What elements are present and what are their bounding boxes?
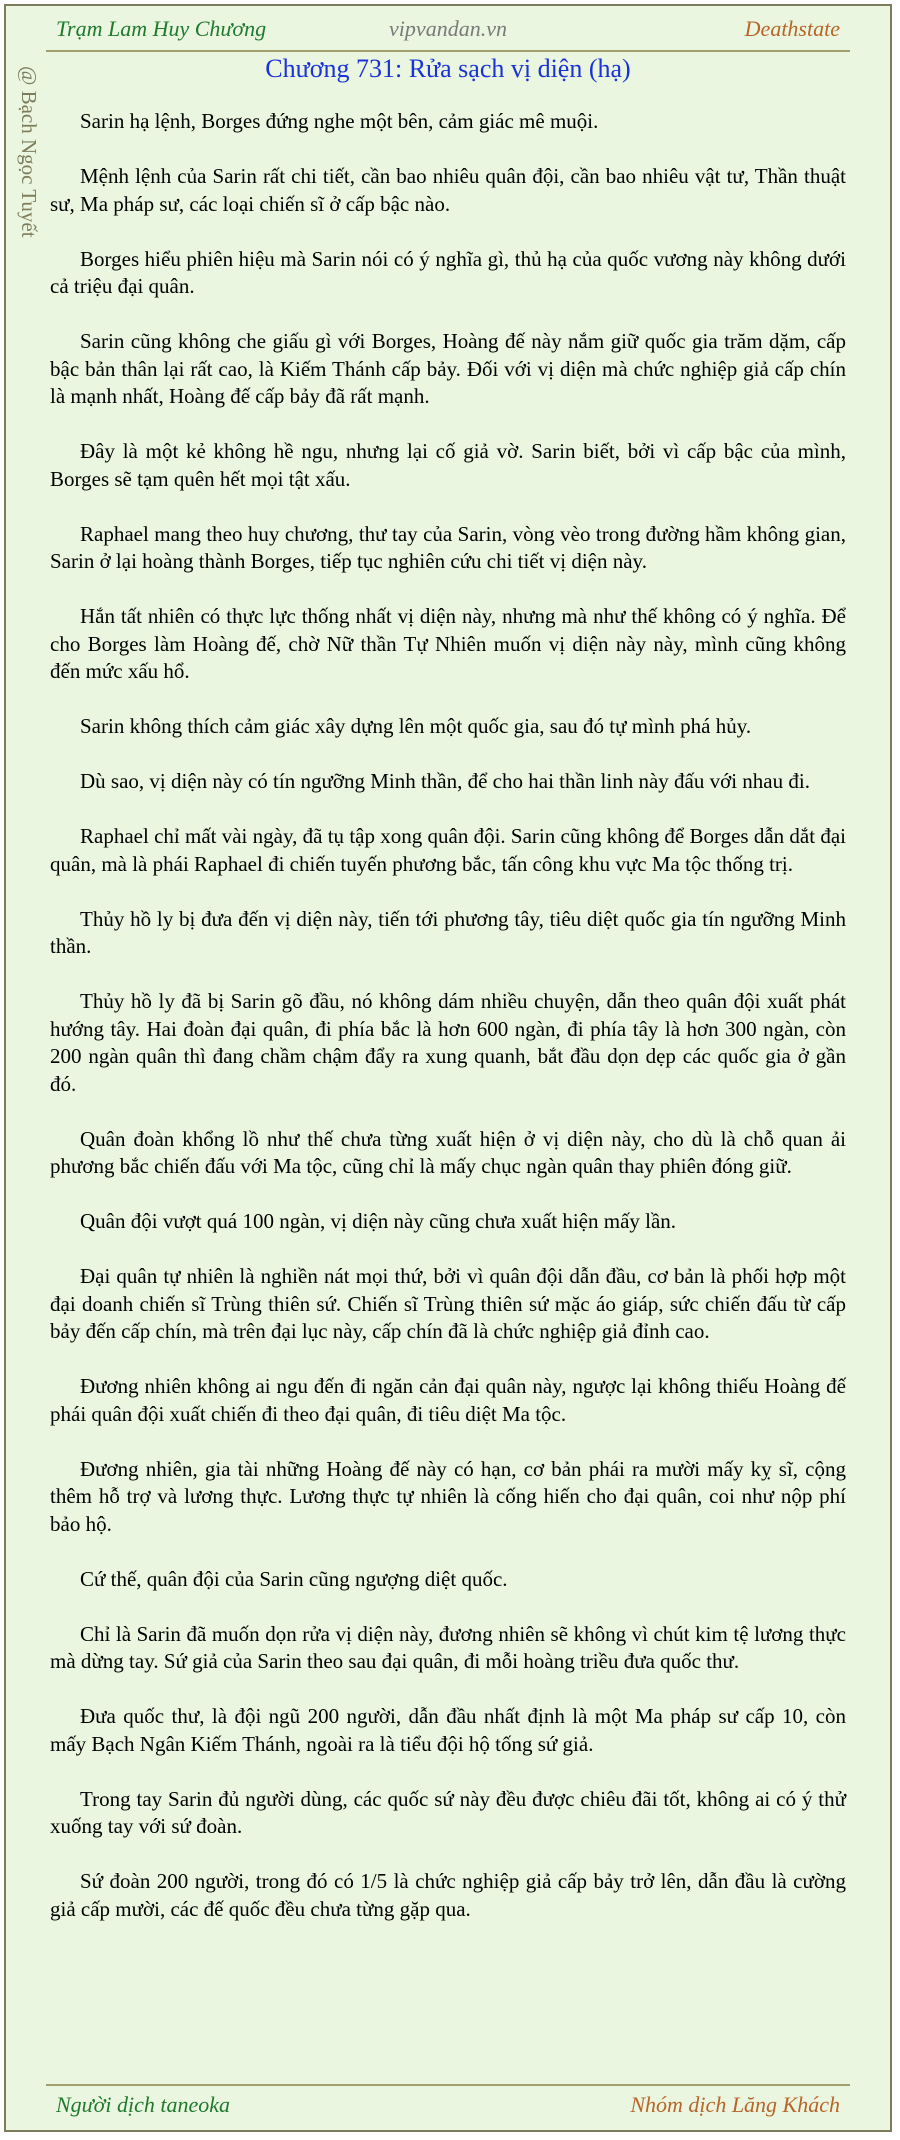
footer-translator: Người dịch taneoka — [56, 2092, 231, 2117]
paragraph: Mệnh lệnh của Sarin rất chi tiết, cần bao nhiêu quân đội, cần bao nhiêu vật tư, Thần thuật sư, Ma pháp sư, các loại chiến sĩ ở cấp bậc nào. — [50, 164, 846, 216]
paragraph: Chỉ là Sarin đã muốn dọn rửa vị diện này, đương nhiên sẽ không vì chút kim tệ lương thực mà dừng tay. Sứ giả của Sarin theo sau đại quân, đi mỗi hoàng triều đưa quốc thư. — [50, 1621, 846, 1673]
header-site-name: Trạm Lam Huy Chương — [56, 16, 267, 41]
paragraph: Đưa quốc thư, là đội ngũ 200 người, dẫn đầu nhất định là một Ma pháp sư cấp 10, còn mấy Bạch Ngân Kiếm Thánh, ngoài ra là tiểu đội hộ tống sứ giả. — [50, 1704, 846, 1756]
paragraph: Sarin cũng không che giấu gì với Borges, Hoàng đế này nắm giữ quốc gia trăm dặm, cấp bậc bản thân lại rất cao, là Kiếm Thánh cấp bảy. Đối với vị diện mà chức nghiệp giả cấp chín là mạnh nhất, Hoàng đế cấp bảy đã rất mạnh. — [50, 329, 846, 408]
chapter-title: Chương 731: Rửa sạch vị diện (hạ) — [265, 54, 631, 83]
paragraph: Borges hiểu phiên hiệu mà Sarin nói có ý nghĩa gì, thủ hạ của quốc vương này không dưới cả triệu đại quân. — [50, 246, 846, 298]
paragraph: Thủy hồ ly bị đưa đến vị diện này, tiến tới phương tây, tiêu diệt quốc gia tín ngưỡng Minh thần. — [50, 906, 846, 958]
paragraph: Raphael mang theo huy chương, thư tay của Sarin, vòng vèo trong đường hầm không gian, Sarin ở lại hoàng thành Borges, tiếp tục nghiên cứu chi tiết vị diện này. — [50, 521, 846, 573]
paragraph: Sarin hạ lệnh, Borges đứng nghe một bên, cảm giác mê muội. — [80, 109, 599, 133]
chapter-content — [50, 108, 846, 1951]
paragraph: Raphael chỉ mất vài ngày, đã tụ tập xong quân đội. Sarin cũng không để Borges dẫn dắt đại quân, mà là phái Raphael đi chiến tuyến phương bắc, tấn công khu vực Ma tộc thống trị. — [50, 824, 846, 876]
paragraph: Đương nhiên, gia tài những Hoàng đế này có hạn, cơ bản phái ra mười mấy kỵ sĩ, cộng thêm hỗ trợ và lương thực. Lương thực tự nhiên là cống hiến cho đại quân, coi như nộp phí bảo hộ. — [50, 1456, 846, 1536]
paragraph: Sarin không thích cảm giác xây dựng lên một quốc gia, sau đó tự mình phá hủy. — [80, 714, 752, 738]
page — [4, 4, 892, 2132]
paragraph: Đại quân tự nhiên là nghiền nát mọi thứ, bởi vì quân đội dẫn đầu, cơ bản là phối hợp một đại doanh chiến sĩ Trùng thiên sứ. Chiến sĩ Trùng thiên sứ mặc áo giáp, sức chiến đấu từ cấp bảy đến cấp chín, mà trên đại lục này, cấp chín đã là chức nghiệp giả đỉnh cao. — [50, 1264, 846, 1343]
paragraph: Dù sao, vị diện này có tín ngưỡng Minh thần, để cho hai thần linh này đấu với nhau đi. — [80, 769, 810, 793]
paragraph: Trong tay Sarin đủ người dùng, các quốc sứ này đều được chiêu đãi tốt, không ai có ý thử xuống tay với sứ đoàn. — [50, 1786, 846, 1838]
paragraph: Đương nhiên không ai ngu đến đi ngăn cản đại quân này, ngược lại không thiếu Hoàng đế phái quân đội xuất chiến đi theo đại quân, đi tiêu diệt Ma tộc. — [50, 1374, 846, 1426]
header-author: Deathstate — [744, 16, 840, 41]
page-footer — [46, 2084, 850, 2126]
paragraph: Cứ thế, quân đội của Sarin cũng ngượng diệt quốc. — [80, 1566, 508, 1591]
paragraph: Quân đoàn khổng lồ như thế chưa từng xuất hiện ở vị diện này, cho dù là chỗ quan ải phương bắc chiến đấu với Ma tộc, cũng chỉ là mấy chục ngàn quân thay phiên đóng giữ. — [50, 1126, 846, 1178]
paragraph: Hắn tất nhiên có thực lực thống nhất vị diện này, nhưng mà như thế không có ý nghĩa. Để cho Borges làm Hoàng đế, chờ Nữ thần Tự Nhiên muốn vị diện này này, mình cũng không đến mức xấu hổ. — [50, 604, 846, 683]
side-watermark-text: @ Bạch Ngọc Tuyết — [17, 66, 41, 238]
paragraph: Sứ đoàn 200 người, trong đó có 1/5 là chức nghiệp giả cấp bảy trở lên, dẫn đầu là cường giả cấp mười, các đế quốc đều chưa từng gặp qua. — [50, 1869, 846, 1921]
header-url: vipvandan.vn — [389, 16, 507, 41]
paragraph: Thủy hồ ly đã bị Sarin gõ đầu, nó không dám nhiều chuyện, dẫn theo quân đội xuất phát hướng tây. Hai đoàn đại quân, đi phía bắc là hơn 600 ngàn, đi phía tây là hơn 300 ngàn, còn 200 ngàn quân thì đang chầm chậm đẩy ra xung quanh, bắt đầu dọn dẹp các quốc gia ở gần đó. — [50, 989, 846, 1096]
paragraph: Quân đội vượt quá 100 ngàn, vị diện này cũng chưa xuất hiện mấy lần. — [80, 1209, 677, 1233]
footer-group: Nhóm dịch Lăng Khách — [630, 2092, 840, 2117]
side-watermark — [8, 66, 48, 286]
page-header — [46, 10, 850, 52]
paragraph: Đây là một kẻ không hề ngu, nhưng lại cố giả vờ. Sarin biết, bởi vì cấp bậc của mình, Borges sẽ tạm quên hết mọi tật xấu. — [50, 439, 846, 491]
